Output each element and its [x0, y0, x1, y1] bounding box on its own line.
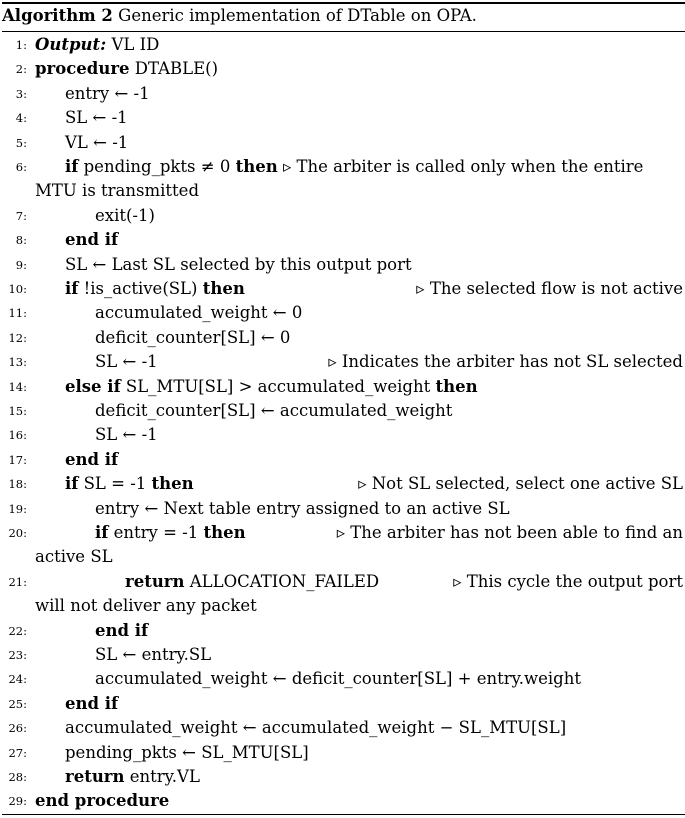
line-number: 16:	[8, 428, 27, 443]
code-text: SL ← entry.SL	[95, 645, 212, 664]
line-code	[95, 327, 290, 349]
code-text: entry ← -1	[65, 83, 150, 103]
keyword: if	[65, 279, 79, 298]
line-code	[65, 132, 128, 154]
code-text: ALLOCATION_FAILED	[184, 571, 380, 591]
code-text: SL ← -1	[65, 108, 128, 128]
line-code	[95, 498, 510, 520]
keyword: if	[65, 157, 79, 176]
caption-rule	[2, 31, 685, 32]
keyword: then	[202, 279, 245, 298]
algorithm-line	[0, 693, 685, 715]
code-text: VL ← -1	[65, 132, 129, 152]
algorithm-line	[0, 205, 685, 227]
line-number: 14:	[8, 379, 27, 394]
code-text: entry = -1	[108, 523, 204, 542]
keyword: procedure	[35, 59, 130, 79]
line-number: 19:	[8, 501, 27, 516]
line-code	[95, 302, 302, 324]
line-number: 28:	[8, 770, 27, 784]
line-number: 9:	[15, 257, 27, 272]
line-code	[95, 400, 452, 422]
line-number: 25:	[8, 696, 27, 711]
algorithm-line	[0, 132, 685, 154]
keyword: else if	[65, 376, 121, 396]
algorithm-line	[0, 449, 685, 471]
line-number: 11:	[8, 306, 27, 321]
line-code	[65, 742, 309, 764]
line-code	[95, 668, 581, 690]
code-text: accumulated_weight ← accumulated_weight − SL_MTU[SL]	[65, 718, 567, 738]
line-number: 1:	[15, 38, 27, 52]
algorithm-line	[0, 668, 685, 690]
top-rule	[2, 2, 685, 4]
algorithm-line	[0, 351, 685, 373]
algorithm-line	[0, 107, 685, 129]
keyword: return	[125, 571, 185, 591]
line-number: 10:	[8, 282, 27, 296]
line-code	[65, 766, 200, 788]
algorithm-line	[0, 742, 685, 764]
algorithm-line	[0, 571, 685, 593]
code-text: SL ← Last SL selected by this output port	[65, 254, 412, 274]
code-text: SL = -1	[78, 474, 152, 494]
line-number: 4:	[15, 111, 27, 126]
keyword: end if	[65, 693, 119, 713]
algorithm-line	[0, 790, 685, 812]
code-text: exit(-1)	[95, 205, 155, 225]
algorithm-line	[0, 229, 685, 251]
algorithm-line	[0, 327, 685, 349]
line-code	[95, 644, 211, 666]
line-code	[65, 83, 150, 105]
line-code	[65, 254, 412, 276]
line-number: 23:	[8, 648, 27, 662]
line-comment: ▹ The arbiter has not been able to find an	[336, 523, 683, 542]
line-code	[95, 205, 155, 227]
line-number: 29:	[8, 794, 27, 809]
line-code	[65, 278, 245, 300]
line-code	[65, 717, 566, 739]
line-number: 21:	[8, 574, 27, 589]
bottom-rule	[2, 814, 685, 815]
keyword: then	[203, 523, 246, 542]
code-text: accumulated_weight ← deficit_counter[SL] + entry.weight	[95, 669, 582, 689]
line-code	[95, 424, 158, 446]
keyword: end procedure	[35, 791, 170, 811]
line-code	[65, 156, 643, 178]
keyword: if	[65, 474, 79, 494]
algorithm-line	[0, 58, 685, 80]
line-number: 12:	[8, 330, 27, 345]
line-number: 3:	[15, 86, 27, 101]
code-text: entry ← Next table entry assigned to an active SL	[95, 498, 510, 518]
line-code	[65, 229, 118, 251]
algorithm-line	[0, 766, 685, 788]
keyword: if	[95, 523, 109, 542]
line-comment: ▹ Not SL selected, select one active SL	[358, 474, 683, 494]
code-text: DTABLE()	[129, 59, 219, 79]
algorithm-line	[0, 644, 685, 666]
line-code	[65, 107, 128, 129]
algorithm-line	[0, 83, 685, 105]
line-code	[95, 620, 148, 642]
line-code	[95, 351, 158, 373]
code-text: SL_MTU[SL] > accumulated_weight	[120, 376, 436, 396]
keyword: then	[151, 474, 194, 494]
keyword: return	[65, 767, 125, 786]
line-number: 17:	[8, 452, 27, 467]
line-number: 20:	[8, 526, 27, 540]
algorithm-line	[0, 254, 685, 276]
code-text: VL ID	[106, 35, 160, 54]
code-text: entry.VL	[124, 767, 200, 786]
algorithm-line	[0, 424, 685, 446]
caption-label: Algorithm 2	[2, 6, 113, 25]
line-comment: ▹ This cycle the output port	[453, 571, 683, 591]
line-number: 15:	[8, 404, 27, 418]
line-code	[95, 522, 246, 544]
algorithm-line	[0, 376, 685, 398]
continuation-text: active SL	[35, 547, 113, 567]
line-number: 5:	[15, 135, 27, 150]
line-comment: ▹ Indicates the arbiter has not SL selected	[328, 352, 683, 372]
line-code	[65, 449, 118, 471]
algorithm-line	[0, 473, 685, 495]
line-number: 27:	[8, 745, 27, 760]
keyword: then	[235, 157, 278, 176]
line-number: 2:	[15, 62, 27, 77]
algorithm-line	[0, 522, 685, 544]
algorithm-line	[0, 302, 685, 324]
keyword: Output:	[35, 35, 107, 54]
algorithm-line	[0, 156, 685, 178]
algorithm-line	[0, 620, 685, 642]
code-text: pending_pkts ≠ 0	[78, 157, 236, 176]
line-code	[65, 376, 478, 398]
code-text: deficit_counter[SL] ← 0	[95, 327, 291, 347]
algorithm-caption	[2, 6, 477, 25]
code-text: ▹ The arbiter is called only when the entire	[277, 157, 644, 176]
line-number: 7:	[15, 208, 27, 223]
code-text: SL ← -1	[95, 425, 158, 445]
line-number: 18:	[8, 477, 27, 492]
line-code	[65, 693, 118, 715]
line-code	[125, 571, 379, 593]
caption-text: Generic implementation of DTable on OPA.	[118, 6, 477, 25]
line-code	[65, 473, 194, 495]
continuation-text: MTU is transmitted	[35, 181, 200, 201]
code-text: pending_pkts ← SL_MTU[SL]	[65, 742, 309, 762]
line-number: 6:	[15, 160, 27, 174]
algorithm-line	[0, 498, 685, 520]
line-comment: ▹ The selected flow is not active	[416, 279, 683, 298]
code-text: accumulated_weight ← 0	[95, 303, 303, 323]
algorithm-line	[0, 400, 685, 422]
continuation-text: will not deliver any packet	[35, 596, 257, 616]
line-number: 8:	[15, 233, 27, 248]
line-number: 26:	[8, 721, 27, 736]
code-text: deficit_counter[SL] ← accumulated_weight	[95, 401, 453, 420]
algorithm-line	[0, 717, 685, 739]
line-number: 22:	[8, 623, 27, 638]
algorithm-line	[0, 34, 685, 56]
line-number: 13:	[8, 355, 27, 370]
code-text: SL ← -1	[95, 352, 158, 372]
algorithm-line	[0, 278, 685, 300]
line-code	[35, 34, 159, 56]
line-number: 24:	[8, 672, 27, 687]
keyword: then	[435, 376, 478, 396]
keyword: end if	[95, 620, 149, 640]
keyword: end if	[65, 449, 119, 469]
line-code	[35, 790, 169, 812]
keyword: end if	[65, 230, 119, 250]
line-code	[35, 58, 218, 80]
code-text: !is_active(SL)	[78, 279, 203, 298]
